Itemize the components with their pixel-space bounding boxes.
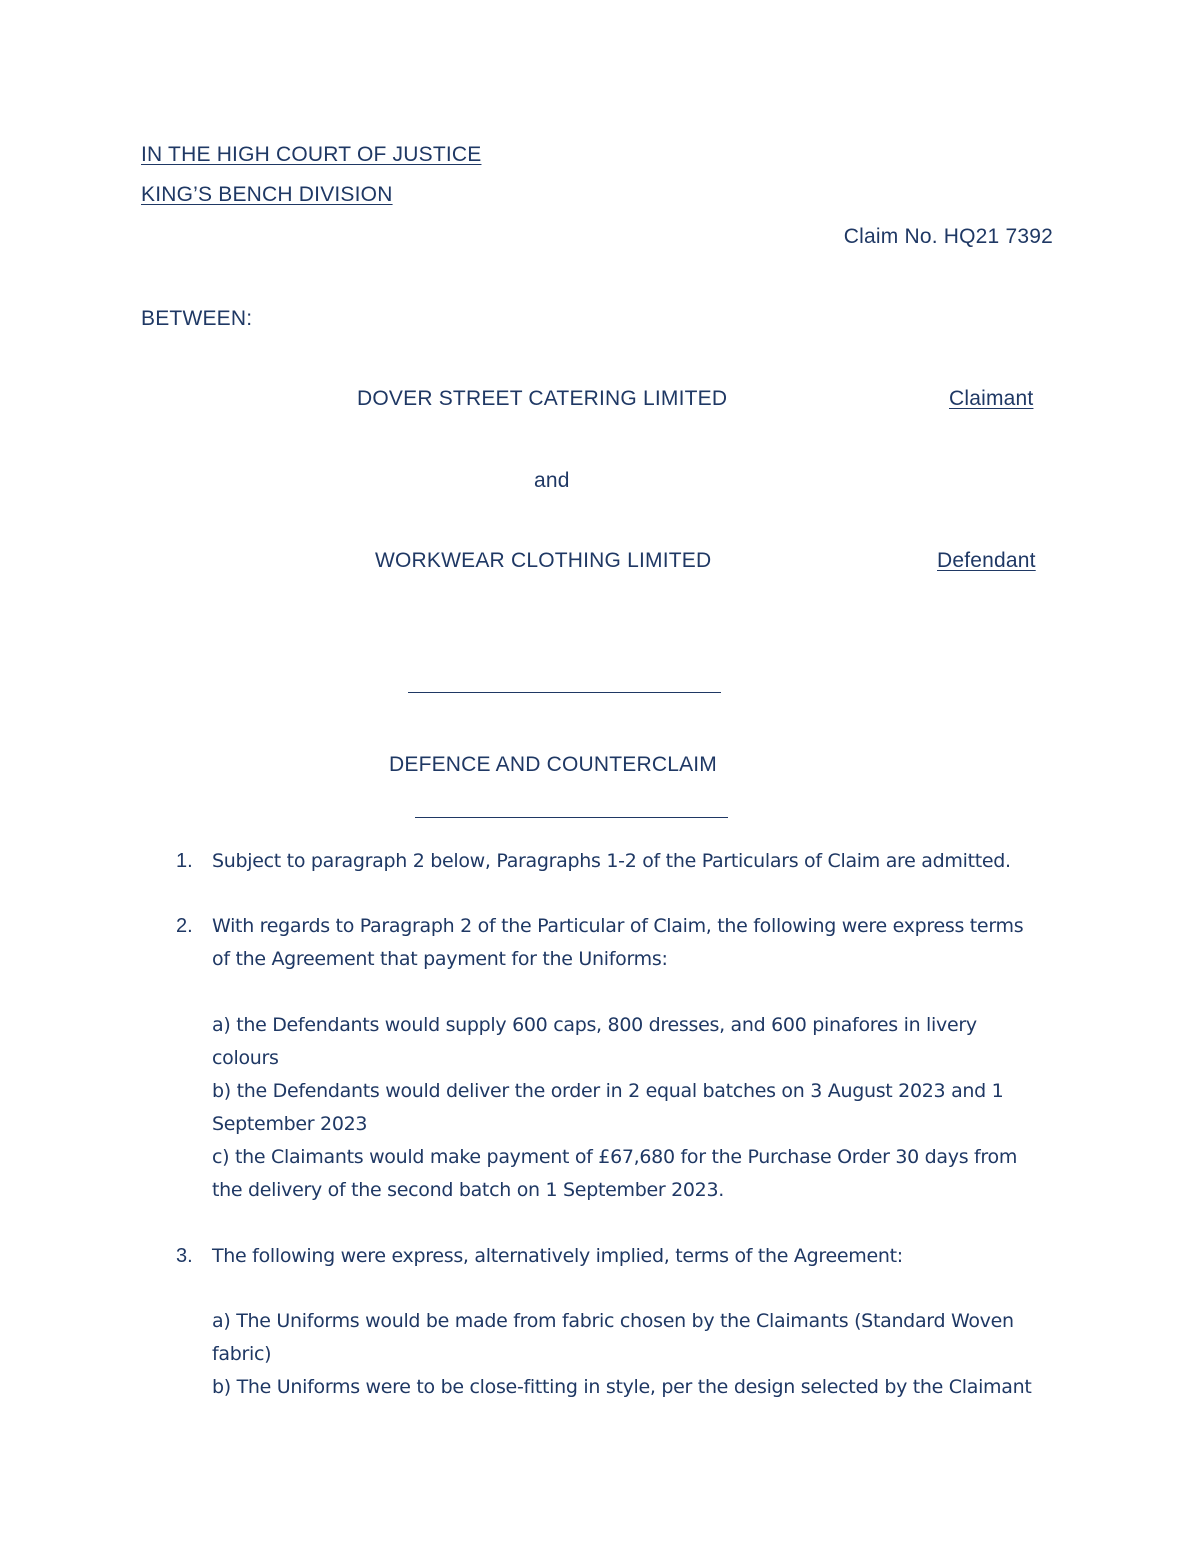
paragraph-2-item-a-cont: colours [212,1047,279,1069]
and-separator: and [534,469,570,492]
paragraph-2-item-c-cont: the delivery of the second batch on 1 September 2023. [212,1179,725,1201]
claimant-name: DOVER STREET CATERING LIMITED [357,387,728,410]
paragraph-2 [212,910,1072,976]
claimant-role: Claimant [949,387,1034,410]
claim-number: Claim No. HQ21 7392 [843,225,1053,248]
paragraph-3-items [212,1305,1072,1404]
paragraph-2-line: of the Agreement that payment for the Uniforms: [212,948,668,970]
paragraph-3-number: 3. [176,1245,193,1267]
defendant-name: WORKWEAR CLOTHING LIMITED [375,549,712,572]
paragraph-2-line: With regards to Paragraph 2 of the Particular of Claim, the following were express terms [212,915,1024,937]
paragraph-2-number: 2. [176,915,193,937]
paragraph-3-item-a-cont: fabric) [212,1343,272,1365]
paragraph-2-items [212,1009,1072,1207]
paragraph-3-line: The following were express, alternatively implied, terms of the Agreement: [212,1245,903,1267]
paragraph-2-item-a: a) the Defendants would supply 600 caps, 800 dresses, and 600 pinafores in livery [212,1014,977,1036]
paragraph-1-line: Subject to paragraph 2 below, Paragraphs 1-2 of the Particulars of Claim are admitted. [212,850,1011,872]
title-rule-top [408,692,721,693]
document-title: DEFENCE AND COUNTERCLAIM [389,753,718,776]
paragraph-1 [212,845,1072,878]
paragraph-3 [212,1240,1072,1273]
court-name: IN THE HIGH COURT OF JUSTICE [141,143,482,166]
paragraph-2-item-b-cont: September 2023 [212,1113,368,1135]
defendant-role: Defendant [937,549,1036,572]
between-label: BETWEEN: [141,307,253,330]
paragraph-3-item-a: a) The Uniforms would be made from fabric chosen by the Claimants (Standard Woven [212,1310,1014,1332]
court-division: KING’S BENCH DIVISION [141,183,393,206]
paragraph-1-number: 1. [176,850,193,872]
title-rule-bottom [415,817,728,818]
paragraph-3-item-b: b) The Uniforms were to be close-fitting in style, per the design selected by the Claimant [212,1376,1032,1398]
paragraph-2-item-b: b) the Defendants would deliver the order in 2 equal batches on 3 August 2023 and 1 [212,1080,1004,1102]
paragraph-2-item-c: c) the Claimants would make payment of £67,680 for the Purchase Order 30 days from [212,1146,1018,1168]
